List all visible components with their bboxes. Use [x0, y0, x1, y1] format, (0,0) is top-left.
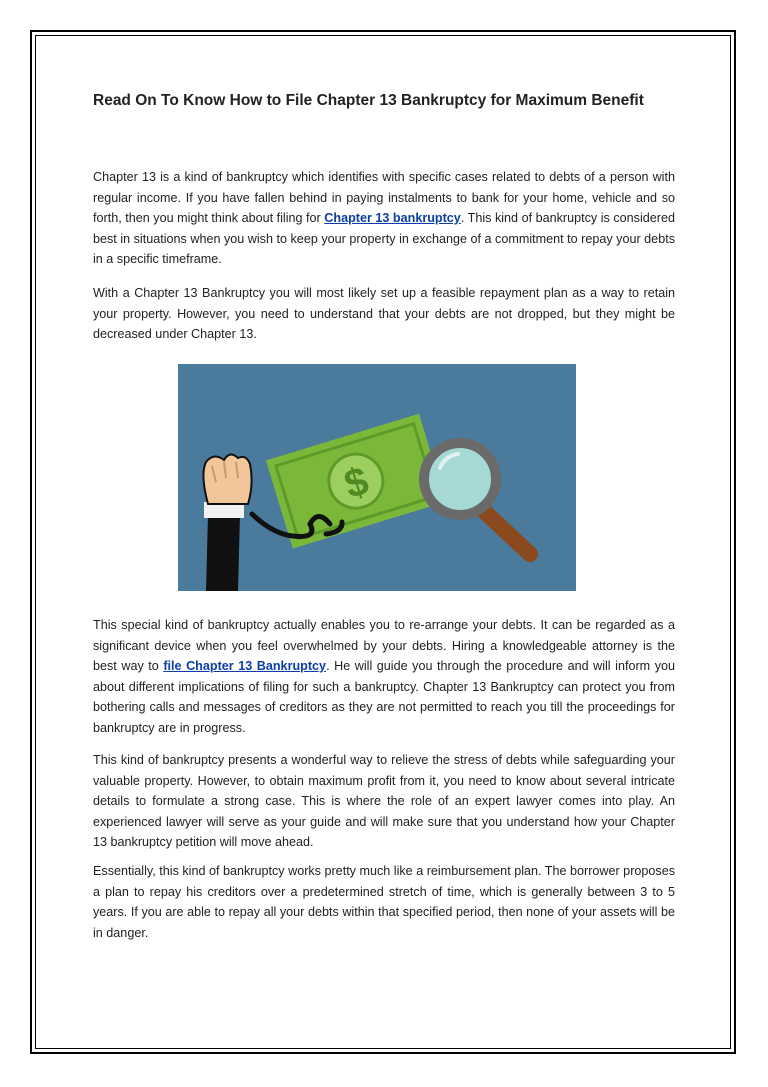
file-chapter-13-bankruptcy-link[interactable]: file Chapter 13 Bankruptcy [163, 659, 327, 673]
paragraph-4: This kind of bankruptcy presents a wonderful way to relieve the stress of debts while safeguarding your valuable property. However, to obtain maximum profit from it, you need to know about several intricate details to formulate a strong case. This is where the role of an expert lawyer comes into play. An experienced lawyer will serve as your guide and will make sure that you understand how your Chapter 13 bankruptcy petition will move ahead. [93, 753, 675, 849]
paragraph-5: Essentially, this kind of bankruptcy works pretty much like a reimbursement plan. The borrower proposes a plan to repay his creditors over a predetermined stretch of time, which is generally between 3 to 5 years. If you are able to repay all your debts within that specified period, then none of your assets will be in danger. [93, 864, 675, 940]
paragraph-3 [93, 615, 675, 738]
dollar-sign: $ [339, 458, 374, 508]
paragraph-3-text-after: . He will guide you through the procedure and will inform you about different implications of filing for such a bankruptcy. Chapter 13 Bankruptcy can protect you from bothering calls and messages of creditors as they are not permitted to reach you till the proceedings for bankruptcy are in progress. [93, 659, 675, 735]
paragraph-1-text-before: Chapter 13 is a kind of bankruptcy which identifies with specific cases related to debts of a person with regular income. If you have fallen behind in paying instalments to bank for your home, vehicle and so forth, then you might think about filing for [93, 170, 675, 225]
paragraph-1 [93, 167, 675, 270]
document-title: Read On To Know How to File Chapter 13 Bankruptcy for Maximum Benefit [93, 92, 644, 109]
chapter-13-bankruptcy-link[interactable]: Chapter 13 bankruptcy [324, 211, 461, 225]
paragraph-1-text-after: . This kind of bankruptcy is considered best in situations when you wish to keep your property in exchange of a commitment to repay your debts in a specific timeframe. [93, 211, 675, 266]
paragraph-2: With a Chapter 13 Bankruptcy you will most likely set up a feasible repayment plan as a way to retain your property. However, you need to understand that your debts are not dropped, but they might be decreased under Chapter 13. [93, 286, 675, 341]
bankruptcy-illustration [178, 364, 576, 591]
paragraph-3-text-before: This special kind of bankruptcy actually enables you to re-arrange your debts. It can be regarded as a significant device when you feel overwhelmed by your debts. Hiring a knowledgeable attorney is the best way to [93, 618, 675, 673]
